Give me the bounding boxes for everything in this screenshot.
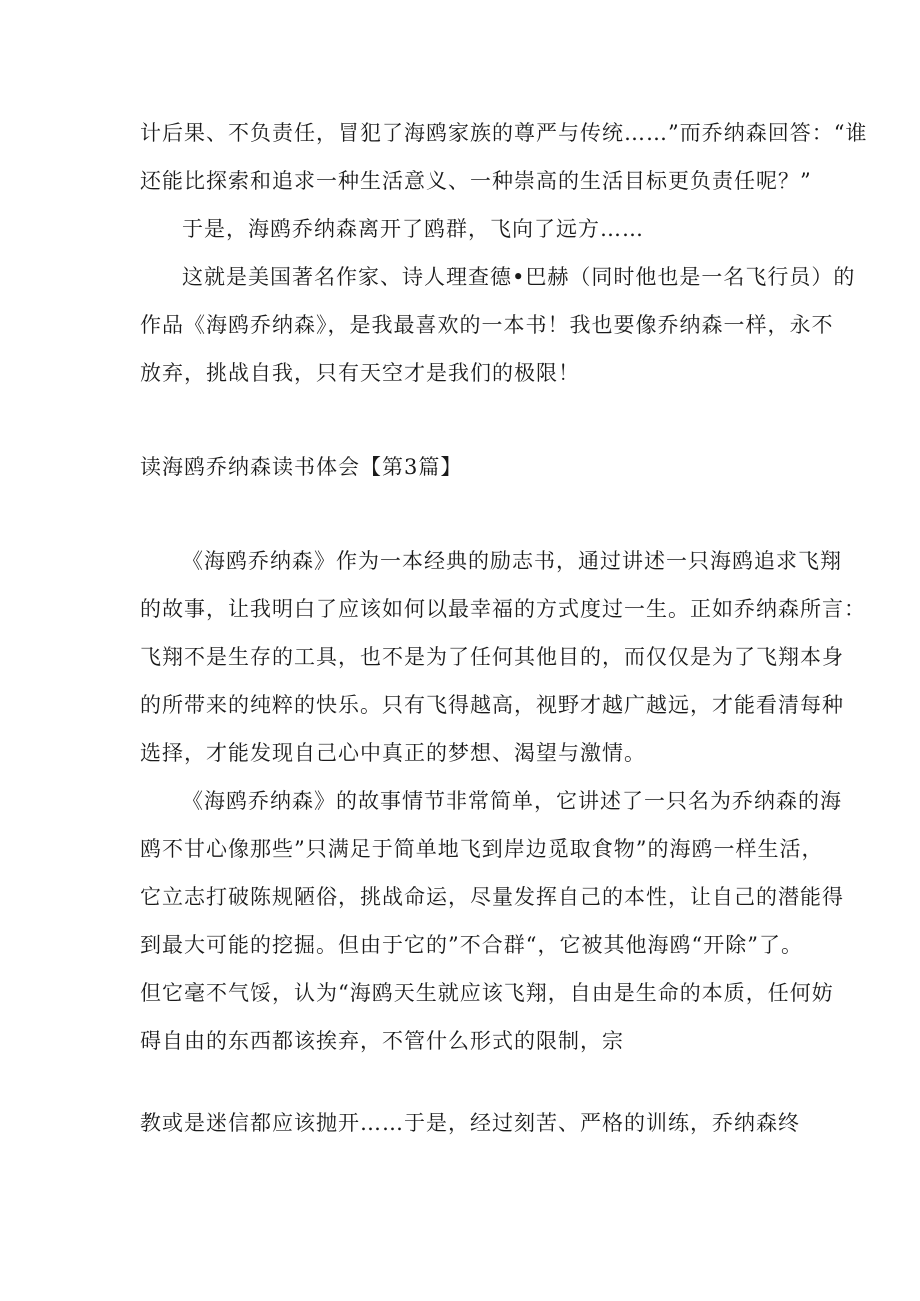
paragraph-line: 《海鸥乔纳森》的故事情节非常简单，它讲述了一只名为乔纳森的海: [182, 789, 842, 813]
paragraph-line: 于是，海鸥乔纳森离开了鸥群，飞向了远方……: [182, 217, 644, 241]
paragraph-line: 《海鸥乔纳森》作为一本经典的励志书，通过讲述一只海鸥追求飞翔: [182, 549, 842, 573]
paragraph-line: 放弃，挑战自我，只有天空才是我们的极限！: [140, 361, 580, 385]
paragraph-line: 飞翔不是生存的工具，也不是为了任何其他目的，而仅仅是为了飞翔本身: [140, 645, 844, 669]
paragraph-line: 碍自由的东西都该挨弃，不管什么形式的限制，宗: [140, 1029, 624, 1053]
paragraph-line: 还能比探索和追求一种生活意义、一种崇高的生活目标更负责任呢？”: [140, 169, 812, 193]
paragraph-line: 教或是迷信都应该抛开……于是，经过刻苦、严格的训练，乔纳森终: [140, 1111, 800, 1135]
paragraph-line: 鸥不甘心像那些”只满足于简单地飞到岸边觅取食物”的海鸥一样生活，: [140, 837, 824, 861]
paragraph-line: 这就是美国著名作家、诗人理查德•巴赫（同时他也是一名飞行员）的: [182, 265, 856, 289]
paragraph-line: 到最大可能的挖掘。但由于它的”不合群“，它被其他海鸥“开除”了。: [140, 933, 803, 957]
paragraph-line: 的故事，让我明白了应该如何以最幸福的方式度过一生。正如乔纳森所言：: [140, 597, 866, 621]
paragraph-line: 计后果、不负责任，冒犯了海鸥家族的尊严与传统……”而乔纳森回答：“谁: [140, 121, 868, 145]
paragraph-line: 选择，才能发现自己心中真正的梦想、渴望与激情。: [140, 741, 646, 765]
paragraph-line: 它立志打破陈规陋俗，挑战命运，尽量发挥自己的本性，让自己的潜能得: [140, 885, 844, 909]
paragraph-line: 但它毫不气馁，认为“海鸥天生就应该飞翔，自由是生命的本质，任何妨: [140, 981, 834, 1005]
paragraph-line: 的所带来的纯粹的快乐。只有飞得越高，视野才越广越远，才能看清每种: [140, 693, 844, 717]
section-heading: 读海鸥乔纳森读书体会【第3篇】: [140, 455, 463, 479]
paragraph-line: 作品《海鸥乔纳森》，是我最喜欢的一本书！我也要像乔纳森一样，永不: [140, 313, 834, 337]
